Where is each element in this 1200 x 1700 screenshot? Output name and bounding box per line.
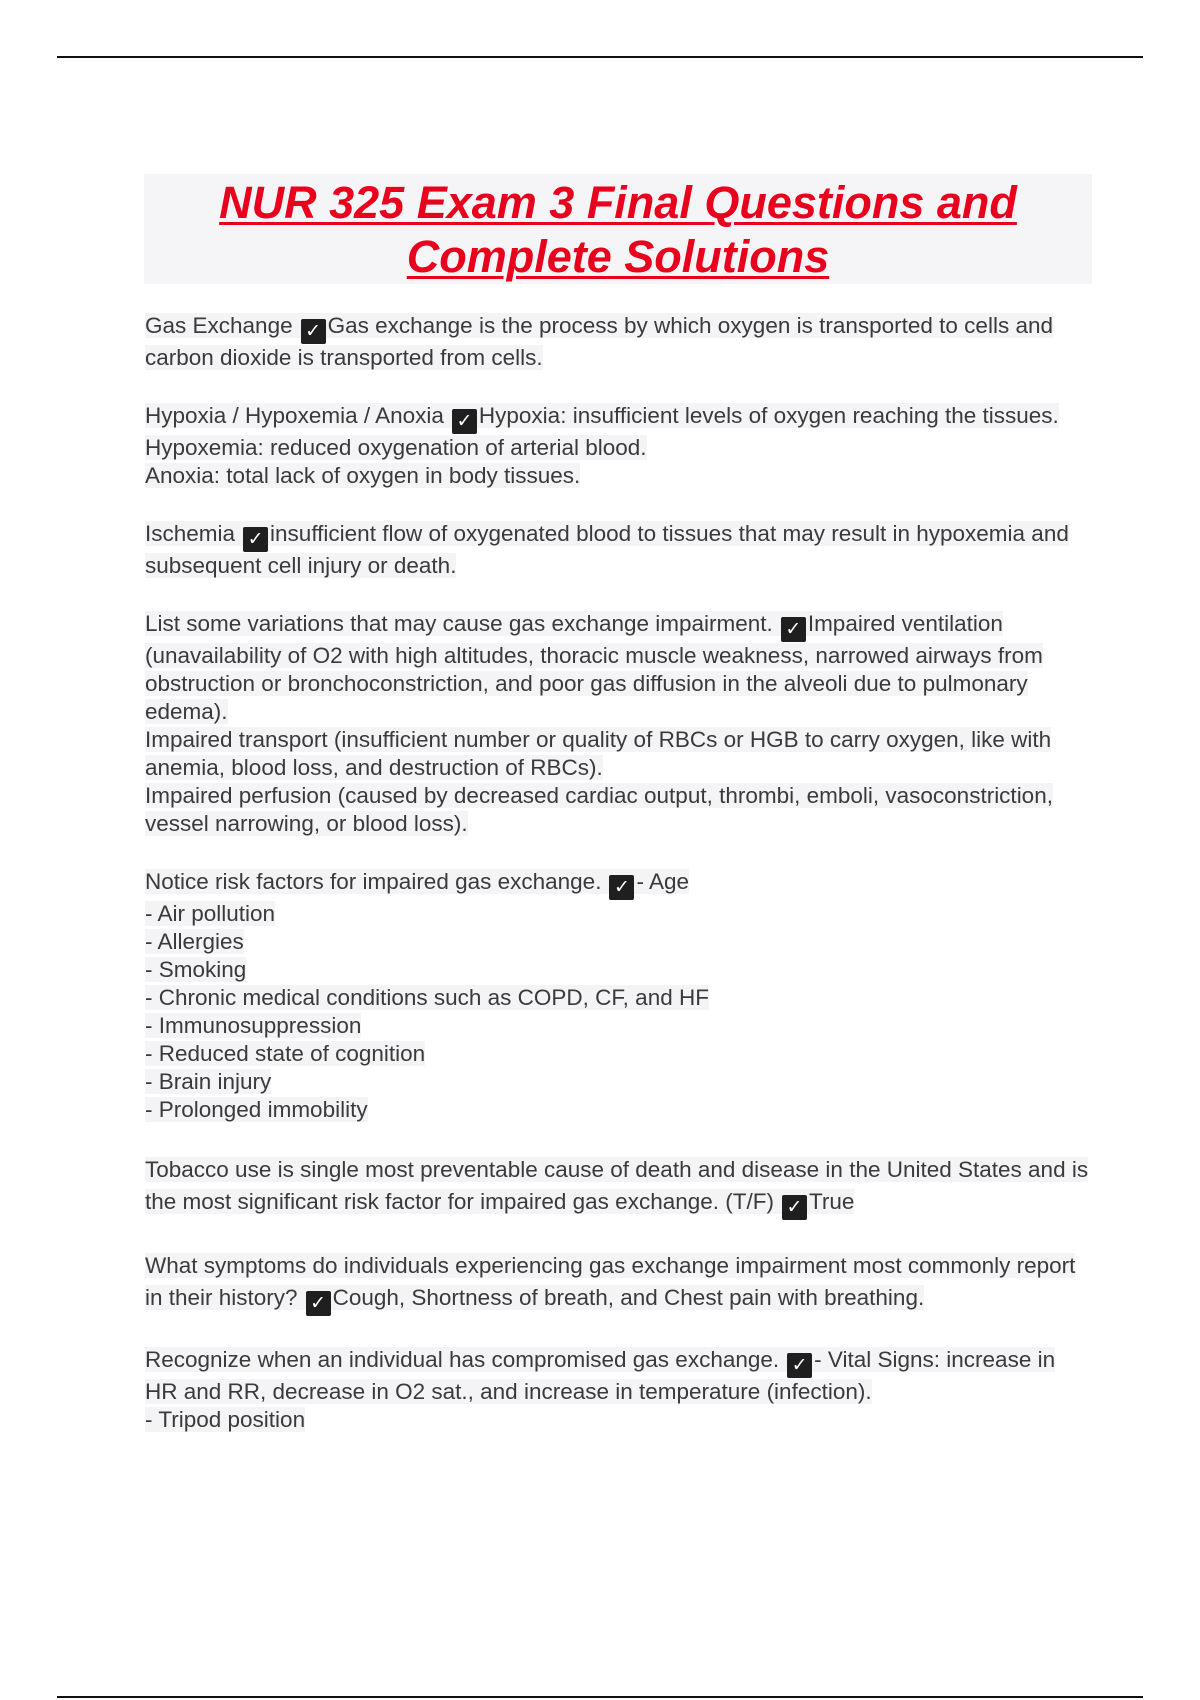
answer-line: - Prolonged immobility [145,1097,368,1122]
answer-line: Impaired ventilation (unavailability of O2 with high altitudes, thoracic muscle weakness, narrowed airways from obstruction or bronchoconstriction, and poor gas diffusion in the alveoli due to pulmonary edema). [145,611,1043,724]
checkmark-icon: ✓ [452,409,477,434]
qa-item [145,1154,1090,1220]
answer-line: - Smoking [145,957,247,982]
question-text: Hypoxia / Hypoxemia / Anoxia [145,403,444,428]
answer-line: Gas exchange is the process by which oxygen is transported to cells and carbon dioxide is transported from cells. [145,313,1053,370]
qa-list [145,312,1090,1464]
answer-line: - Vital Signs: increase in HR and RR, decrease in O2 sat., and increase in temperature (infection). [145,1347,1056,1404]
answer-line: - Allergies [145,929,244,954]
document-title: NUR 325 Exam 3 Final Questions and Complete Solutions [219,177,1017,282]
checkmark-icon: ✓ [781,617,806,642]
answer-line: insufficient flow of oxygenated blood to tissues that may result in hypoxemia and subsequent cell injury or death. [145,521,1069,578]
qa-item [145,868,1090,1124]
answer-line: - Chronic medical conditions such as COPD, CF, and HF [145,985,709,1010]
question-text: Tobacco use is single most preventable cause of death and disease in the United States and is the most significant risk factor for impaired gas exchange. (T/F) [145,1157,1089,1214]
question-text: List some variations that may cause gas exchange impairment. [145,611,773,636]
answer-line: - Immunosuppression [145,1013,362,1038]
qa-item [145,610,1090,838]
checkmark-icon: ✓ [301,319,326,344]
answer-line: True [809,1189,855,1214]
answer-line: Cough, Shortness of breath, and Chest pain with breathing. [332,1285,925,1310]
checkmark-icon: ✓ [609,875,634,900]
answer-line: Hypoxia: insufficient levels of oxygen reaching the tissues. [478,403,1059,428]
checkmark-icon: ✓ [787,1353,812,1378]
qa-item [145,312,1090,372]
qa-item [145,1346,1090,1434]
question-text: Ischemia [145,521,236,546]
answer-line: Impaired perfusion (caused by decreased cardiac output, thrombi, emboli, vasoconstriction, vessel narrowing, or blood loss). [145,783,1053,836]
answer-line: Impaired transport (insufficient number or quality of RBCs or HGB to carry oxygen, like with anemia, blood loss, and destruction of RBCs). [145,727,1052,780]
question-text: What symptoms do individuals experiencing gas exchange impairment most commonly report in their history? [145,1253,1076,1310]
answer-line: Hypoxemia: reduced oxygenation of arterial blood. [145,435,647,460]
answer-line: - Tripod position [145,1407,306,1432]
question-text: Recognize when an individual has compromised gas exchange. [145,1347,780,1372]
bottom-divider [57,1696,1143,1698]
qa-item [145,402,1090,490]
title-banner [144,174,1092,284]
answer-line: - Brain injury [145,1069,272,1094]
question-text: Notice risk factors for impaired gas exchange. [145,869,602,894]
checkmark-icon: ✓ [243,527,268,552]
answer-line: Anoxia: total lack of oxygen in body tissues. [145,463,581,488]
qa-item [145,1250,1090,1316]
answer-line: - Age [636,869,689,894]
answer-line: - Reduced state of cognition [145,1041,426,1066]
checkmark-icon: ✓ [782,1195,807,1220]
checkmark-icon: ✓ [306,1291,331,1316]
question-text: Gas Exchange [145,313,293,338]
qa-item [145,520,1090,580]
top-divider [57,56,1143,58]
answer-line: - Air pollution [145,901,276,926]
